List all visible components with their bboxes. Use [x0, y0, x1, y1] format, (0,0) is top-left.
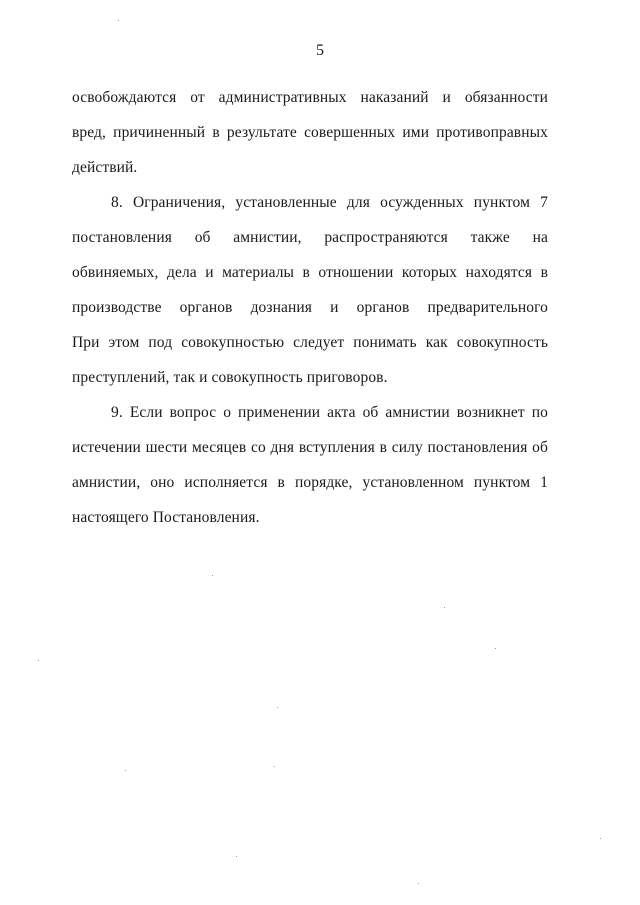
scan-speck [277, 707, 278, 708]
text-line: вред, причиненный в результате совершенных ими противоправных [72, 124, 548, 141]
scan-speck [274, 766, 275, 767]
paragraph-continuation [72, 80, 548, 185]
text-line: производстве органов дознания и органов предварительного [72, 299, 548, 316]
text-line: преступлений, так и совокупность приговоров. [72, 369, 388, 386]
scan-speck [444, 607, 445, 608]
text-line: действий. [72, 159, 138, 176]
text-line: обвиняемых, дела и материалы в отношении которых находятся в [72, 264, 548, 281]
scan-speck [495, 648, 496, 649]
text-line: 8. Ограничения, установленные для осужденных пунктом 7 [111, 194, 548, 211]
text-line: При этом под совокупностью следует понимать как совокупность [72, 334, 548, 351]
page-number: 5 [316, 42, 324, 59]
scan-speck [118, 20, 119, 21]
scan-speck [236, 856, 237, 857]
scan-speck [212, 575, 213, 576]
text-line: настоящего Постановления. [72, 509, 260, 526]
scan-speck [418, 883, 419, 884]
scan-speck [125, 770, 126, 771]
scan-speck [38, 660, 39, 661]
text-line: постановления об амнистии, распространяются также на [72, 229, 548, 246]
text-line: освобождаются от административных наказаний и обязанности [72, 89, 548, 106]
text-line: 9. Если вопрос о применении акта об амнистии возникнет по [111, 404, 548, 421]
paragraph-item-8 [72, 185, 548, 395]
paragraph-item-9 [72, 395, 548, 535]
scan-speck [600, 838, 601, 839]
text-line: истечении шести месяцев со дня вступления в силу постановления об [72, 439, 548, 456]
text-line: амнистии, оно исполняется в порядке, установленном пунктом 1 [72, 474, 548, 491]
